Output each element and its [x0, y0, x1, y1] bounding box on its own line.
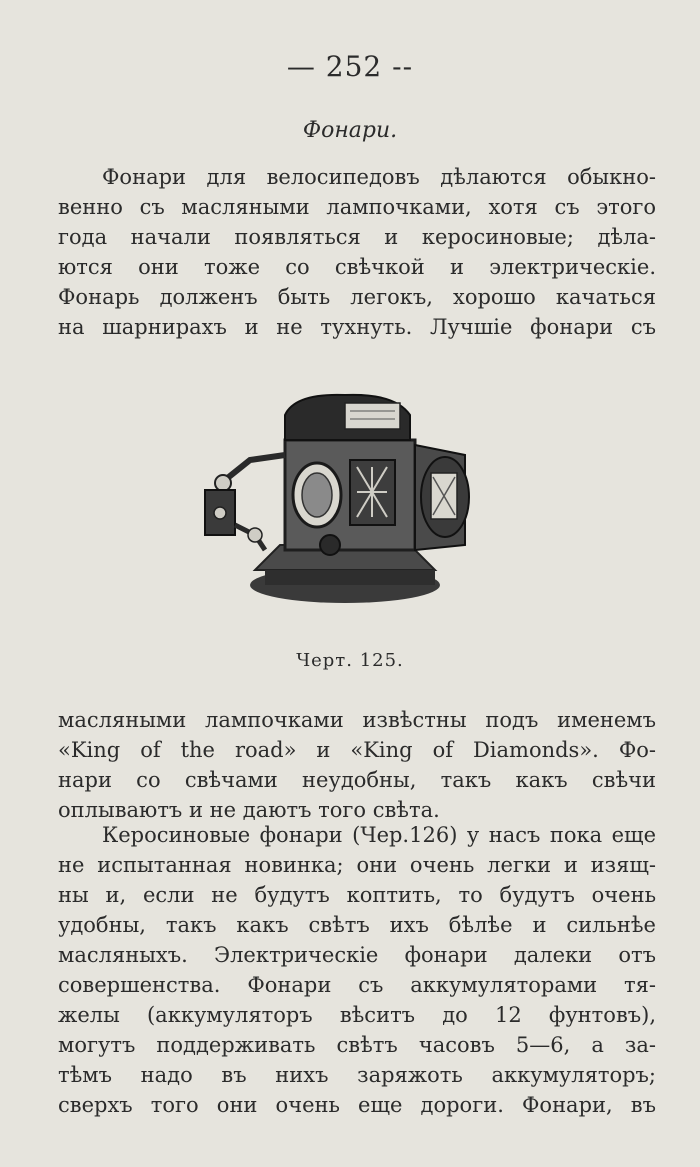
text-line: удобны, такъ какъ свѣтъ ихъ бѣлѣе и сильнѣе — [58, 913, 656, 937]
text-line: масляными лампочками извѣстны подъ именемъ — [58, 708, 656, 732]
text-line: «King of the road» и «King of Diamonds». Фо- — [58, 738, 656, 762]
text-line: оплываютъ и не даютъ того свѣта. — [58, 798, 440, 822]
text-line: совершенства. Фонари съ аккумуляторами тя- — [58, 973, 656, 997]
text-line: Фонарь долженъ быть легокъ, хорошо качаться — [58, 285, 656, 309]
text-line: Фонари для велосипедовъ дѣлаются обыкно- — [102, 165, 656, 189]
figure-caption: Черт. 125. — [296, 650, 404, 671]
text-line: сверхъ того они очень еще дороги. Фонари, въ — [58, 1093, 656, 1117]
text-line: Керосиновые фонари (Чер.126) у насъ пока еще — [102, 823, 656, 847]
section-title: Фонари. — [302, 118, 398, 143]
text-line: нари со свѣчами неудобны, такъ какъ свѣчи — [58, 768, 656, 792]
text-line: ны и, если не будутъ коптить, то будутъ очень — [58, 883, 656, 907]
paragraph-2 — [58, 705, 656, 825]
page-number: — 252 -- — [286, 50, 414, 83]
text-line: тѣмъ надо въ нихъ заряжоть аккумуляторъ; — [58, 1063, 656, 1087]
text-line: ются они тоже со свѣчкой и электрическіе. — [58, 255, 656, 279]
text-line: масляныхъ. Электрическіе фонари далеки отъ — [58, 943, 656, 967]
text-line: не испытанная новинка; они очень легки и изящ- — [58, 853, 656, 877]
paragraph-3 — [58, 820, 656, 1120]
paragraph-1 — [58, 162, 656, 342]
text-line: желы (аккумуляторъ вѣситъ до 12 фунтовъ), — [58, 1003, 656, 1027]
figure-lamp — [195, 385, 505, 615]
bicycle-lamp-engraving-icon — [195, 385, 505, 615]
text-line: могутъ поддерживать свѣтъ часовъ 5—6, а за- — [58, 1033, 656, 1057]
text-line: года начали появляться и керосиновые; дѣла- — [58, 225, 656, 249]
text-line: на шарнирахъ и не тухнуть. Лучшіе фонари съ — [58, 315, 656, 339]
text-line: венно съ масляными лампочками, хотя съ этого — [58, 195, 656, 219]
